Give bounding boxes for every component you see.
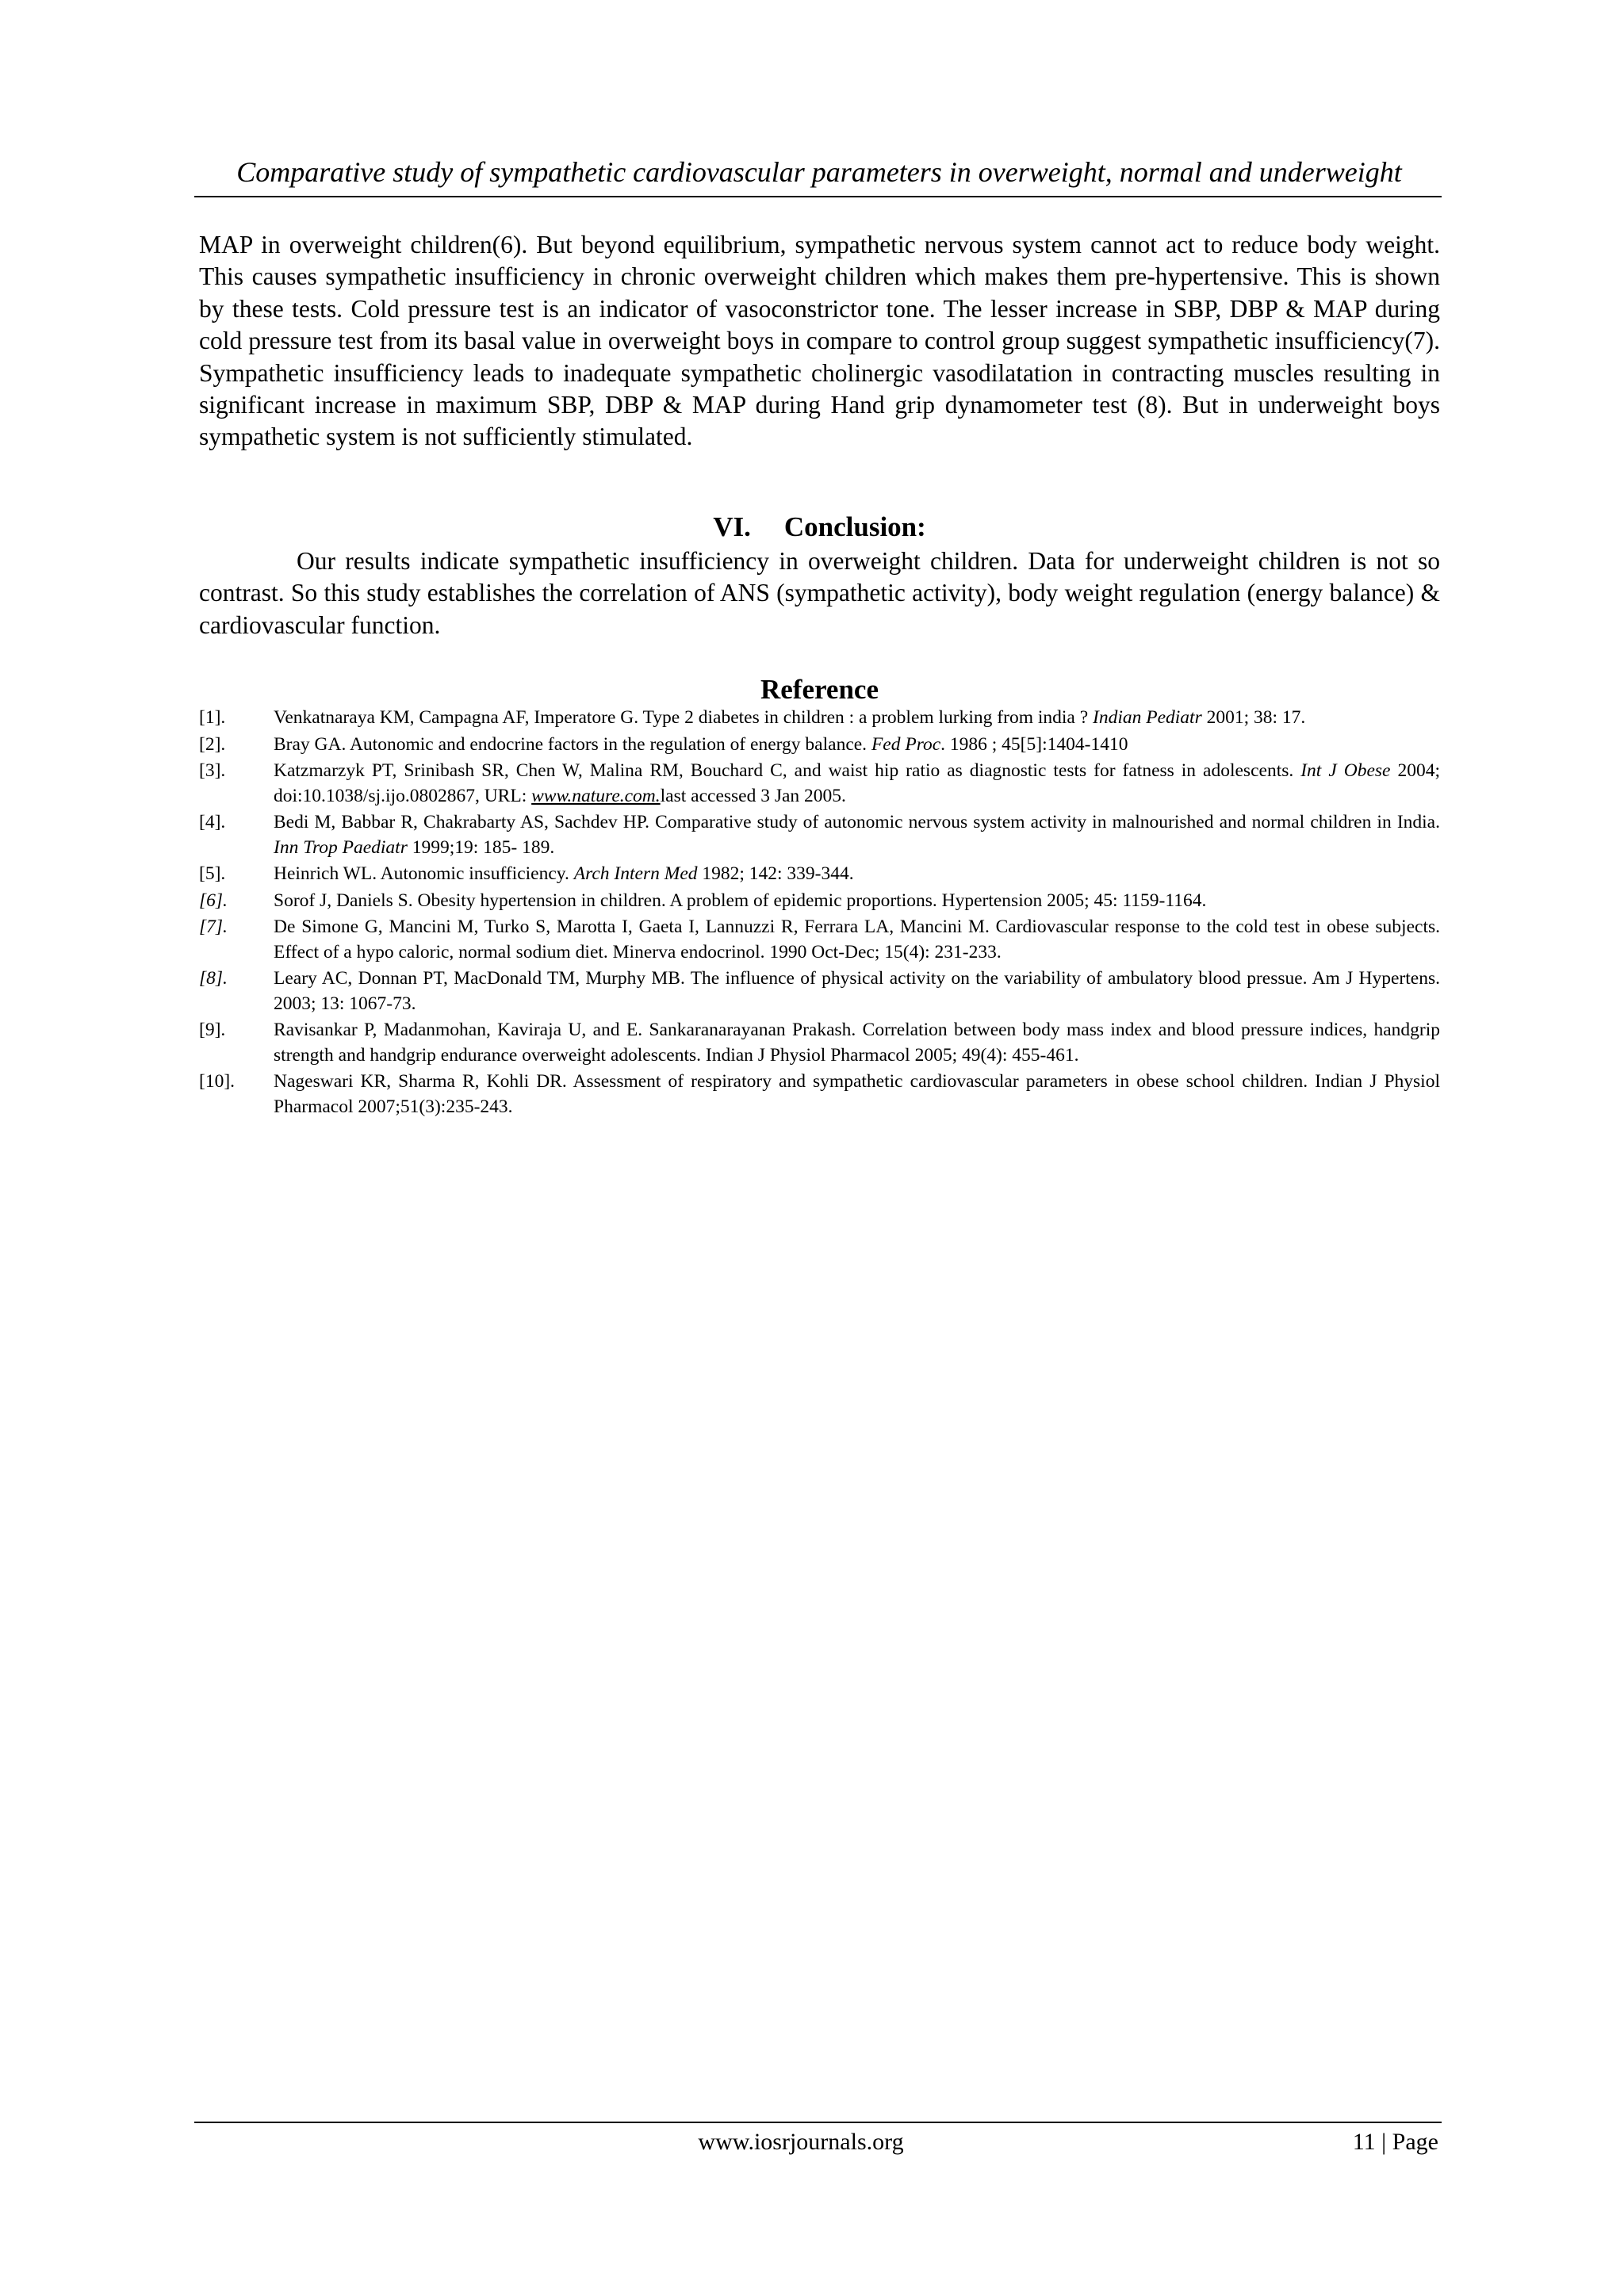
running-header-title: Comparative study of sympathetic cardiovascular parameters in overweight, normal and underweight xyxy=(236,156,1402,188)
reference-number: [5]. xyxy=(199,863,226,884)
reference-item-5: [5]. Heinrich WL. Autonomic insufficiency. Arch Intern Med 1982; 142: 339-344. xyxy=(199,862,1440,887)
section-heading-conclusion xyxy=(199,510,1440,545)
footer-website-link[interactable]: www.iosrjournals.org xyxy=(698,2129,904,2155)
reference-item-8: [8]. Leary AC, Donnan PT, MacDonald TM, Murphy MB. The influence of physical activity on the variability of ambulatory blood pressue. Am J Hypertens. 2003; 13: 1067-73. xyxy=(199,968,1440,1014)
reference-number: [7]. xyxy=(199,916,228,937)
journal-name: Fed Proc xyxy=(871,733,941,755)
reference-item-6: [6]. Sorof J, Daniels S. Obesity hypertension in children. A problem of epidemic proportions. Hypertension 2005; 45: 1159-1164. xyxy=(199,889,1440,914)
section-title: Conclusion: xyxy=(783,511,926,542)
journal-name: Int J Obese xyxy=(1300,760,1391,781)
reference-item-10: [10]. Nageswari KR, Sharma R, Kohli DR. Assessment of respiratory and sympathetic cardiovascular parameters in obese school children. Indian J Physiol Pharmacol 2007;51(3):235-243. xyxy=(199,1071,1440,1117)
reference-number: [3]. xyxy=(199,760,226,781)
reference-number: [6]. xyxy=(199,890,228,911)
reference-link[interactable]: www.nature.com. xyxy=(531,785,661,806)
references-heading: Reference xyxy=(760,674,879,705)
reference-number: [1]. xyxy=(199,707,226,728)
conclusion-paragraph: Our results indicate sympathetic insufficiency in overweight children. Data for underweight children is not so contrast. So this study establishes the correlation of ANS (sympathetic activity), body weight regulation (energy balance) & cardiovascular function. xyxy=(199,547,1440,639)
body-paragraph: MAP in overweight children(6). But beyond equilibrium, sympathetic nervous system cannot act to reduce body weight. This causes sympathetic insufficiency in chronic overweight children which makes them pre-hypertensive. This is shown by these tests. Cold pressure test is an indicator of vasoconstrictor tone. The lesser increase in SBP, DBP & MAP during cold pressure test from its basal value in overweight boys in compare to control group suggest sympathetic insufficiency(7). Sympathetic insufficiency leads to inadequate sympathetic cholinergic vasodilatation in contracting muscles resulting in significant increase in maximum SBP, DBP & MAP during Hand grip dynamometer test (8). But in underweight boys sympathetic system is not sufficiently stimulated. xyxy=(199,231,1440,451)
reference-item-1: [1]. Venkatnaraya KM, Campagna AF, Imperatore G. Type 2 diabetes in children : a problem lurking from india ? Indian Pediatr 2001; 38: 17. xyxy=(199,706,1440,731)
reference-list xyxy=(199,706,1440,1121)
reference-item-3: [3]. Katzmarzyk PT, Srinibash SR, Chen W, Malina RM, Bouchard C, and waist hip ratio as diagnostic tests for fatness in adolescents. Int J Obese 2004; doi:10.1038/sj.ijo.0802867, URL: www.nature.com.last accessed 3 Jan 2005. xyxy=(199,760,1441,806)
reference-number: [4]. xyxy=(199,812,226,832)
footer-rule xyxy=(194,2122,1442,2123)
reference-item-9: [9]. Ravisankar P, Madanmohan, Kaviraja U, and E. Sankaranarayanan Prakash. Correlation between body mass index and blood pressure indices, handgrip strength and handgrip endurance overweight adolescents. Indian J Physiol Pharmacol 2005; 49(4): 455-461. xyxy=(199,1020,1440,1066)
reference-number: [10]. xyxy=(199,1071,236,1092)
reference-number: [8]. xyxy=(199,968,228,989)
journal-name: Arch Intern Med xyxy=(573,863,698,884)
reference-item-2: [2]. Bray GA. Autonomic and endocrine factors in the regulation of energy balance. Fed Proc. 1986 ; 45[5]:1404-1410 xyxy=(199,733,1440,758)
journal-name: Indian Pediatr xyxy=(1093,707,1202,728)
section-number: VI. xyxy=(713,511,751,542)
reference-item-7: [7]. De Simone G, Mancini M, Turko S, Marotta I, Gaeta I, Lannuzzi R, Ferrara LA, Mancini M. Cardiovascular response to the cold test in obese subjects. Effect of a hypo caloric, normal sodium diet. Minerva endocrinol. 1990 Oct-Dec; 15(4): 231-233. xyxy=(199,916,1440,962)
journal-name: Inn Trop Paediatr xyxy=(274,836,408,858)
reference-number: [2]. xyxy=(199,733,226,755)
reference-item-4: [4]. Bedi M, Babbar R, Chakrabarty AS, Sachdev HP. Comparative study of autonomic nervous system activity in malnourished and normal children in India. Inn Trop Paediatr 1999;19: 185- 189. xyxy=(199,812,1440,858)
reference-number: [9]. xyxy=(199,1020,226,1040)
footer-page-number: 11 | Page xyxy=(1352,2129,1438,2155)
header-rule xyxy=(194,196,1442,197)
